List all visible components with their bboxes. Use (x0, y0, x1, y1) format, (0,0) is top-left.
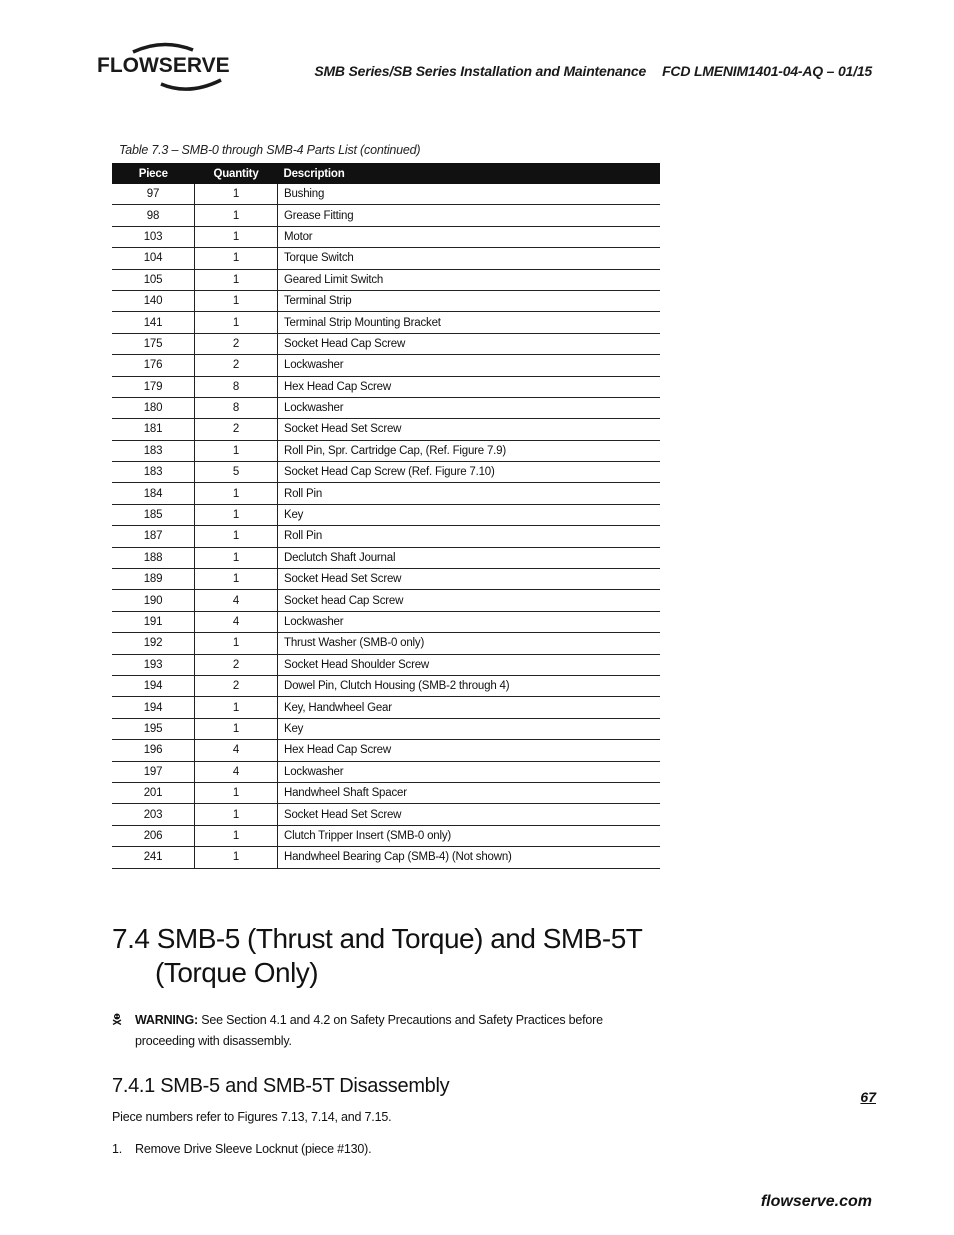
cell-description: Lockwasher (278, 761, 661, 782)
cell-description: Key (278, 504, 661, 525)
cell-description: Lockwasher (278, 355, 661, 376)
document-header (314, 63, 872, 79)
table-row (112, 569, 660, 590)
cell-quantity: 2 (195, 654, 278, 675)
cell-quantity: 2 (195, 333, 278, 354)
table-row (112, 847, 660, 868)
table-row (112, 440, 660, 461)
intro-paragraph: Piece numbers refer to Figures 7.13, 7.14, and 7.15. (112, 1110, 392, 1124)
cell-piece: 181 (112, 419, 195, 440)
document-title: SMB Series/SB Series Installation and Maintenance (314, 63, 647, 79)
table-row (112, 526, 660, 547)
table-row (112, 397, 660, 418)
table-row (112, 590, 660, 611)
cell-quantity: 1 (195, 825, 278, 846)
cell-piece: 206 (112, 825, 195, 846)
step-1 (112, 1142, 371, 1156)
cell-description: Lockwasher (278, 397, 661, 418)
table-row (112, 462, 660, 483)
cell-piece: 201 (112, 782, 195, 803)
table-row (112, 333, 660, 354)
cell-piece: 105 (112, 269, 195, 290)
cell-quantity: 2 (195, 419, 278, 440)
cell-description: Roll Pin, Spr. Cartridge Cap, (Ref. Figure 7.9) (278, 440, 661, 461)
column-header-quantity: Quantity (195, 163, 278, 184)
flowserve-logo (97, 40, 237, 96)
cell-piece: 194 (112, 675, 195, 696)
cell-piece: 203 (112, 804, 195, 825)
table-header-row (112, 163, 660, 184)
cell-description: Bushing (278, 184, 661, 205)
cell-piece: 97 (112, 184, 195, 205)
cell-quantity: 1 (195, 718, 278, 739)
table-row (112, 205, 660, 226)
table-body (112, 184, 660, 868)
cell-piece: 195 (112, 718, 195, 739)
cell-description: Roll Pin (278, 526, 661, 547)
cell-piece: 179 (112, 376, 195, 397)
cell-piece: 187 (112, 526, 195, 547)
cell-description: Handwheel Bearing Cap (SMB-4) (Not shown) (278, 847, 661, 868)
cell-quantity: 1 (195, 312, 278, 333)
section-title-line-2: (Torque Only) (155, 957, 319, 988)
logo-wordmark: FLOWSERVE (97, 54, 230, 77)
cell-quantity: 1 (195, 547, 278, 568)
cell-description: Key, Handwheel Gear (278, 697, 661, 718)
cell-quantity: 1 (195, 483, 278, 504)
cell-quantity: 1 (195, 290, 278, 311)
cell-description: Socket Head Shoulder Screw (278, 654, 661, 675)
cell-piece: 98 (112, 205, 195, 226)
cell-description: Hex Head Cap Screw (278, 740, 661, 761)
cell-piece: 196 (112, 740, 195, 761)
table-row (112, 290, 660, 311)
section-title-line-1: 7.4 SMB-5 (Thrust and Torque) and SMB-5T (112, 923, 643, 954)
cell-piece: 185 (112, 504, 195, 525)
cell-quantity: 1 (195, 633, 278, 654)
table-row (112, 504, 660, 525)
table-row (112, 782, 660, 803)
warning-text: See Section 4.1 and 4.2 on Safety Precautions and Safety Practices before proceeding with disassembly. (135, 1013, 603, 1048)
cell-quantity: 4 (195, 611, 278, 632)
cell-description: Torque Switch (278, 248, 661, 269)
footer-url[interactable]: flowserve.com (760, 1193, 872, 1210)
table-row (112, 248, 660, 269)
table-row (112, 654, 660, 675)
cell-description: Geared Limit Switch (278, 269, 661, 290)
cell-piece: 103 (112, 226, 195, 247)
table-row (112, 611, 660, 632)
cell-quantity: 8 (195, 376, 278, 397)
cell-quantity: 1 (195, 847, 278, 868)
table-row (112, 675, 660, 696)
table-row (112, 633, 660, 654)
cell-quantity: 1 (195, 526, 278, 547)
table-row (112, 419, 660, 440)
table-caption: Table 7.3 – SMB-0 through SMB-4 Parts List (continued) (119, 143, 421, 157)
table-row (112, 226, 660, 247)
cell-piece: 183 (112, 462, 195, 483)
document-code: FCD LMENIM1401-04-AQ – 01/15 (662, 63, 872, 79)
cell-quantity: 1 (195, 440, 278, 461)
table-row (112, 269, 660, 290)
cell-piece: 183 (112, 440, 195, 461)
cell-quantity: 1 (195, 269, 278, 290)
cell-quantity: 1 (195, 697, 278, 718)
cell-quantity: 4 (195, 740, 278, 761)
cell-description: Socket Head Cap Screw (278, 333, 661, 354)
table-row (112, 761, 660, 782)
cell-piece: 197 (112, 761, 195, 782)
cell-piece: 104 (112, 248, 195, 269)
skull-crossbones-icon (112, 1013, 122, 1025)
page-number: 67 (860, 1089, 876, 1105)
table-row (112, 483, 660, 504)
cell-piece: 241 (112, 847, 195, 868)
cell-description: Roll Pin (278, 483, 661, 504)
cell-quantity: 1 (195, 184, 278, 205)
cell-description: Declutch Shaft Journal (278, 547, 661, 568)
cell-piece: 188 (112, 547, 195, 568)
parts-table (112, 163, 660, 869)
cell-quantity: 1 (195, 804, 278, 825)
cell-description: Socket Head Set Screw (278, 569, 661, 590)
table-row (112, 740, 660, 761)
cell-quantity: 1 (195, 504, 278, 525)
table-row (112, 825, 660, 846)
cell-quantity: 1 (195, 226, 278, 247)
cell-description: Socket head Cap Screw (278, 590, 661, 611)
cell-piece: 184 (112, 483, 195, 504)
warning-label: WARNING: (135, 1013, 198, 1027)
cell-piece: 175 (112, 333, 195, 354)
step-text: Remove Drive Sleeve Locknut (piece #130). (135, 1142, 372, 1156)
cell-description: Hex Head Cap Screw (278, 376, 661, 397)
table-row (112, 312, 660, 333)
cell-description: Grease Fitting (278, 205, 661, 226)
cell-piece: 191 (112, 611, 195, 632)
cell-piece: 176 (112, 355, 195, 376)
cell-description: Socket Head Set Screw (278, 419, 661, 440)
cell-description: Clutch Tripper Insert (SMB-0 only) (278, 825, 661, 846)
cell-description: Key (278, 718, 661, 739)
cell-piece: 190 (112, 590, 195, 611)
cell-description: Dowel Pin, Clutch Housing (SMB-2 through 4) (278, 675, 661, 696)
table-row (112, 718, 660, 739)
warning-notice (112, 1010, 632, 1052)
cell-quantity: 1 (195, 248, 278, 269)
cell-description: Terminal Strip (278, 290, 661, 311)
cell-description: Thrust Washer (SMB-0 only) (278, 633, 661, 654)
cell-quantity: 8 (195, 397, 278, 418)
column-header-description: Description (278, 163, 661, 184)
cell-piece: 194 (112, 697, 195, 718)
cell-piece: 140 (112, 290, 195, 311)
table-row (112, 355, 660, 376)
cell-quantity: 2 (195, 355, 278, 376)
cell-piece: 193 (112, 654, 195, 675)
table-row (112, 804, 660, 825)
cell-quantity: 1 (195, 569, 278, 590)
cell-piece: 180 (112, 397, 195, 418)
table-row (112, 697, 660, 718)
table-row (112, 547, 660, 568)
cell-piece: 141 (112, 312, 195, 333)
cell-quantity: 1 (195, 205, 278, 226)
cell-description: Motor (278, 226, 661, 247)
cell-quantity: 5 (195, 462, 278, 483)
cell-piece: 192 (112, 633, 195, 654)
cell-description: Socket Head Set Screw (278, 804, 661, 825)
cell-description: Handwheel Shaft Spacer (278, 782, 661, 803)
cell-piece: 189 (112, 569, 195, 590)
table-row (112, 376, 660, 397)
subsection-title: 7.4.1 SMB-5 and SMB-5T Disassembly (112, 1075, 450, 1097)
cell-description: Socket Head Cap Screw (Ref. Figure 7.10) (278, 462, 661, 483)
section-title (112, 922, 672, 990)
table-row (112, 184, 660, 205)
cell-quantity: 2 (195, 675, 278, 696)
cell-description: Lockwasher (278, 611, 661, 632)
cell-quantity: 1 (195, 782, 278, 803)
cell-quantity: 4 (195, 761, 278, 782)
step-number: 1. (112, 1142, 123, 1156)
cell-quantity: 4 (195, 590, 278, 611)
column-header-piece: Piece (112, 163, 195, 184)
cell-description: Terminal Strip Mounting Bracket (278, 312, 661, 333)
